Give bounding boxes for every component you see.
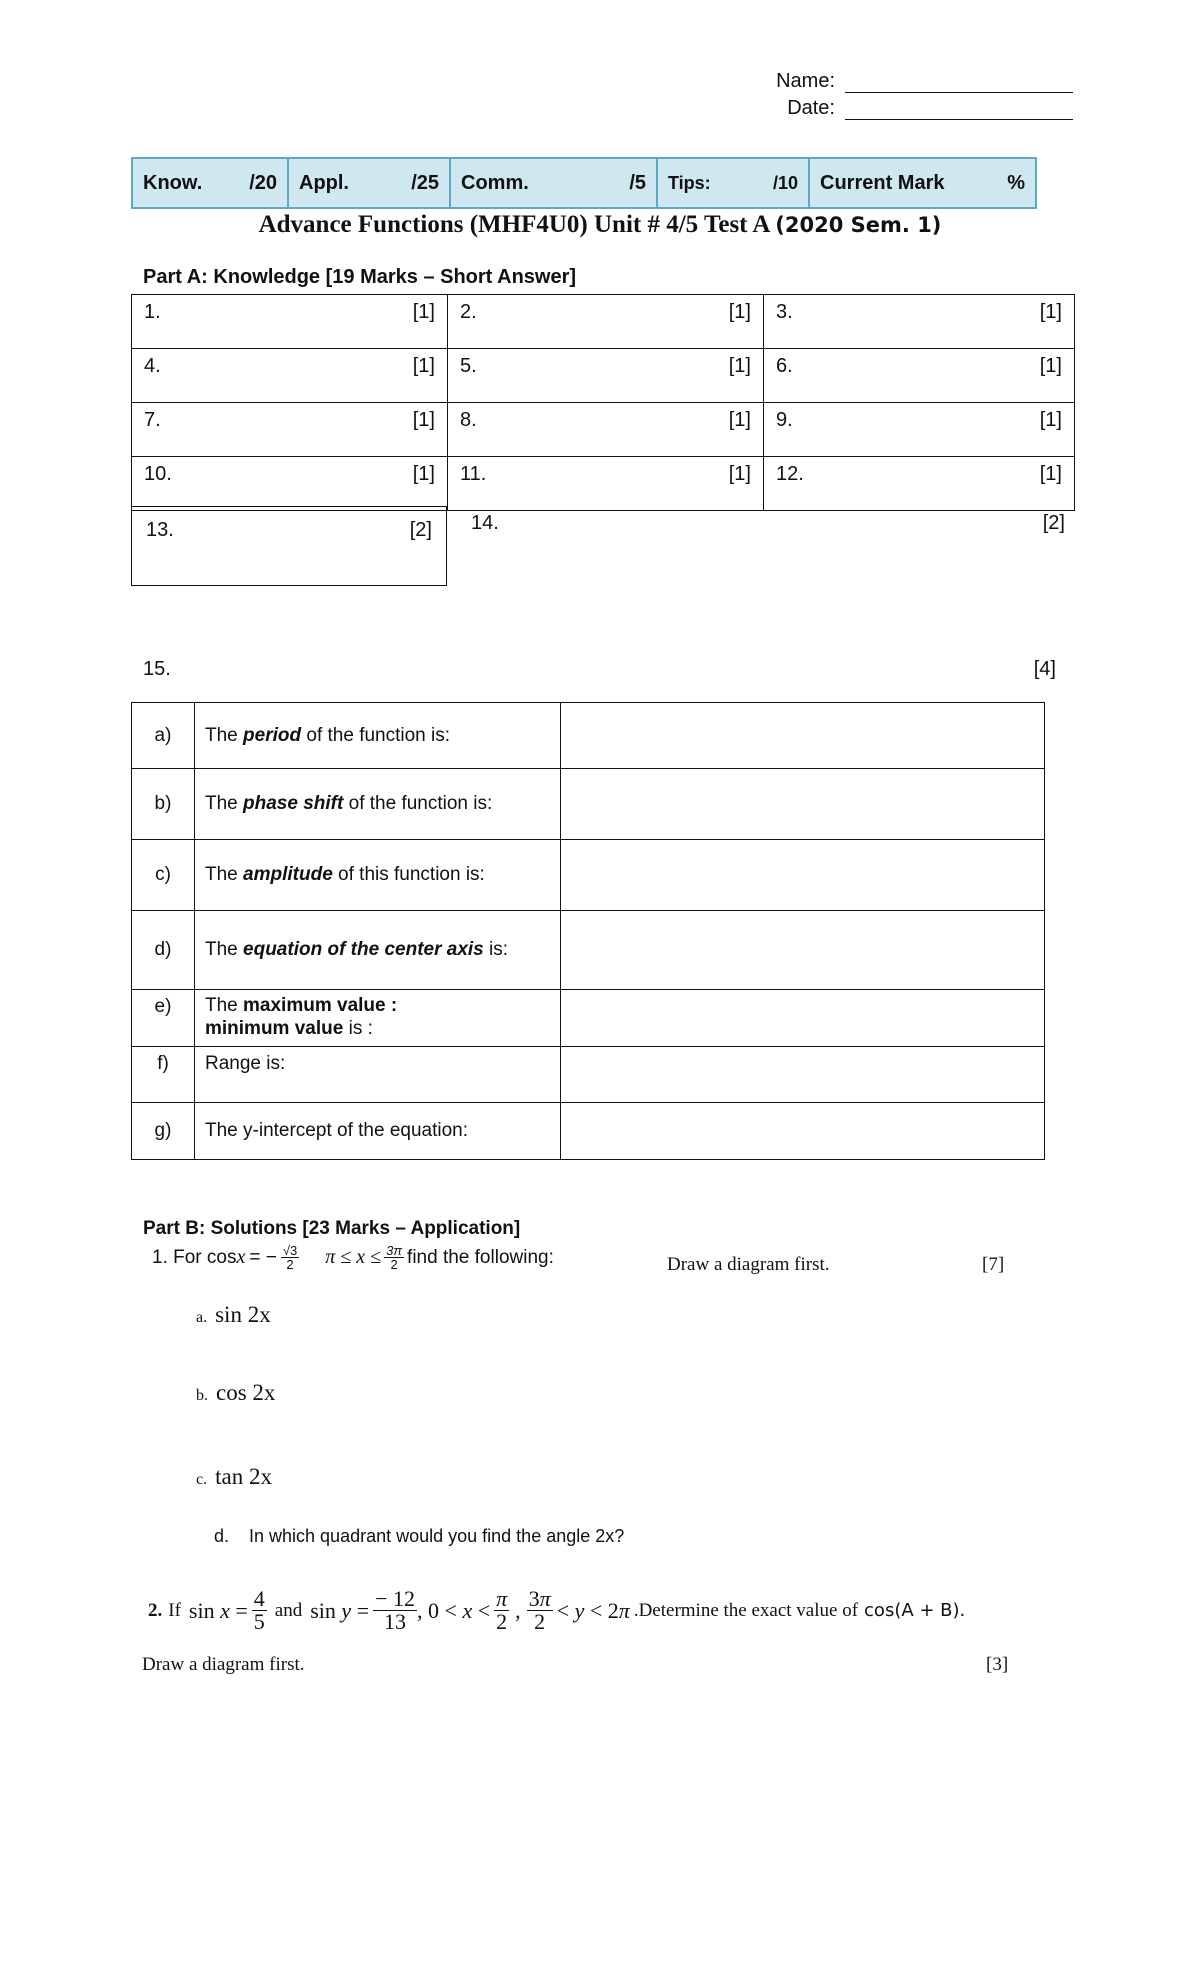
answer-cell-9[interactable] xyxy=(764,403,1075,457)
q-marks: [1] xyxy=(728,409,751,431)
answer-cell-13[interactable] xyxy=(131,506,447,586)
q-marks: [1] xyxy=(728,463,751,485)
row-letter: e) xyxy=(132,990,195,1047)
part-a-grid xyxy=(131,294,1075,511)
q-marks: [2] xyxy=(409,519,432,541)
q-marks: [1] xyxy=(728,355,751,377)
part-b-q2: 2. If sin x = $\frac{4}{5}$ and sin y = $\frac{- 12}{13}$ , 0 < x < π 2 , 3π 2 < y < 2π .Determine the exact value of cos(A + B). xyxy=(148,1586,966,1634)
answer-cell-1[interactable] xyxy=(132,295,448,349)
q-number: 3. xyxy=(776,301,793,323)
item-expr: sin 2x xyxy=(215,1302,271,1327)
answer-cell-6[interactable] xyxy=(764,349,1075,403)
q-marks: [4] xyxy=(1033,658,1056,680)
item-expr: cos 2x xyxy=(216,1380,276,1405)
row-prompt: Range is: xyxy=(195,1047,561,1103)
q-marks: [1] xyxy=(1039,355,1062,377)
q-marks: [1] xyxy=(412,409,435,431)
q1-item-a xyxy=(196,1302,271,1328)
answer-cell-15b[interactable] xyxy=(561,769,1045,840)
answer-cell-2[interactable] xyxy=(448,295,764,349)
q-number: 11. xyxy=(460,463,487,485)
q2-target: cos(A + B). xyxy=(864,1600,966,1621)
q-marks: [1] xyxy=(1039,409,1062,431)
answer-cell-4[interactable] xyxy=(132,349,448,403)
q-number: 6. xyxy=(776,355,793,377)
row-letter: d) xyxy=(132,911,195,990)
q-number: 13. xyxy=(146,519,174,541)
marks-appl-label: Appl. xyxy=(299,171,349,194)
title-main: Advance Functions (MHF4U0) Unit # 4/5 Test A xyxy=(258,211,770,238)
answer-cell-15c[interactable] xyxy=(561,840,1045,911)
q1-prefix: 1. For cos xyxy=(152,1246,237,1268)
q-number: 8. xyxy=(460,409,477,431)
question-14 xyxy=(471,512,1065,535)
marks-appl-value: /25 xyxy=(411,171,439,194)
grid-divider xyxy=(762,510,1075,511)
item-label: d. xyxy=(214,1526,230,1546)
q2-draw-note: Draw a diagram first. xyxy=(142,1654,305,1675)
answer-cell-3[interactable] xyxy=(764,295,1075,349)
row-prompt: The amplitude of this function is: xyxy=(195,840,561,911)
marks-current-value: % xyxy=(1007,171,1025,194)
answer-cell-15e[interactable] xyxy=(561,990,1045,1047)
marks-know-value: /20 xyxy=(249,171,277,194)
q-number: 7. xyxy=(144,409,161,431)
q-marks: [1] xyxy=(1039,463,1062,485)
answer-cell-7[interactable] xyxy=(132,403,448,457)
marks-tips-value: /10 xyxy=(772,172,798,193)
q-number: 4. xyxy=(144,355,161,377)
part-b-heading: Part B: Solutions [23 Marks – Application] xyxy=(143,1218,521,1239)
q2-number: 2. xyxy=(148,1599,163,1621)
name-field[interactable] xyxy=(845,92,1073,93)
row-prompt: The y-intercept of the equation: xyxy=(195,1103,561,1160)
row-prompt: The equation of the center axis is: xyxy=(195,911,561,990)
title-semester: (2020 Sem. 1) xyxy=(775,213,942,237)
q2-and: and xyxy=(274,1599,303,1621)
answer-cell-5[interactable] xyxy=(448,349,764,403)
q1-item-d xyxy=(214,1526,624,1547)
q-number: 9. xyxy=(776,409,793,431)
row-letter: f) xyxy=(132,1047,195,1103)
marks-table xyxy=(131,157,1037,209)
q-number: 10. xyxy=(144,463,172,485)
q15-table xyxy=(131,702,1045,1160)
q-number: 14. xyxy=(471,512,499,534)
marks-comm-label: Comm. xyxy=(461,171,529,194)
q2-if: If xyxy=(168,1599,181,1621)
q1-find: find the following: xyxy=(407,1246,554,1268)
row-letter: g) xyxy=(132,1103,195,1160)
q-number: 2. xyxy=(460,301,477,323)
answer-cell-15d[interactable] xyxy=(561,911,1045,990)
marks-current-label: Current Mark xyxy=(820,171,945,194)
date-label: Date: xyxy=(787,97,835,119)
marks-current xyxy=(810,159,1035,207)
row-letter: a) xyxy=(132,703,195,769)
answer-cell-15a[interactable] xyxy=(561,703,1045,769)
q1-item-b xyxy=(196,1380,275,1406)
q-marks: [1] xyxy=(728,301,751,323)
q-number: 5. xyxy=(460,355,477,377)
q-number: 1. xyxy=(144,301,161,323)
marks-tips-label: Tips: xyxy=(668,172,711,193)
answer-cell-15g[interactable] xyxy=(561,1103,1045,1160)
answer-cell-15f[interactable] xyxy=(561,1047,1045,1103)
q-number: 12. xyxy=(776,463,804,485)
item-label: b. xyxy=(196,1387,208,1404)
q-marks: [1] xyxy=(412,463,435,485)
row-letter: b) xyxy=(132,769,195,840)
q-marks: [1] xyxy=(1039,301,1062,323)
item-expr: tan 2x xyxy=(215,1464,272,1489)
name-label: Name: xyxy=(776,70,835,92)
answer-cell-10[interactable] xyxy=(132,457,448,511)
marks-know xyxy=(133,159,289,207)
answer-cell-12[interactable] xyxy=(764,457,1075,511)
row-prompt: The maximum value : minimum value is : xyxy=(195,990,561,1047)
row-prompt: The period of the function is: xyxy=(195,703,561,769)
marks-know-label: Know. xyxy=(143,171,203,194)
part-b-q1: 1. For cos x = − $\frac{√3}{2}$ π ≤ x ≤ $\frac{3\pi}{2}$ find the following: xyxy=(152,1243,554,1272)
item-label: c. xyxy=(196,1471,208,1488)
q2-marks: [3] xyxy=(986,1654,1009,1675)
q-marks: [1] xyxy=(412,355,435,377)
item-label: a. xyxy=(196,1309,208,1326)
q-marks: [1] xyxy=(412,301,435,323)
date-field[interactable] xyxy=(845,119,1073,120)
marks-comm-value: /5 xyxy=(629,171,646,194)
q2-determine: .Determine the exact value of xyxy=(633,1599,859,1621)
q-number: 15. xyxy=(143,658,171,680)
marks-tips xyxy=(658,159,810,207)
page-title xyxy=(0,211,1200,239)
q1-draw-note: Draw a diagram first. xyxy=(667,1254,830,1275)
part-a-heading: Part A: Knowledge [19 Marks – Short Answer] xyxy=(143,266,577,288)
marks-comm xyxy=(451,159,658,207)
q-marks: [2] xyxy=(1042,512,1065,534)
q1-item-c xyxy=(196,1464,272,1490)
q1-marks: [7] xyxy=(982,1254,1005,1275)
answer-cell-8[interactable] xyxy=(448,403,764,457)
answer-cell-11[interactable] xyxy=(448,457,764,511)
question-15 xyxy=(143,658,1056,681)
marks-appl xyxy=(289,159,451,207)
item-text: In which quadrant would you find the angle 2x? xyxy=(249,1526,625,1546)
row-letter: c) xyxy=(132,840,195,911)
row-prompt: The phase shift of the function is: xyxy=(195,769,561,840)
